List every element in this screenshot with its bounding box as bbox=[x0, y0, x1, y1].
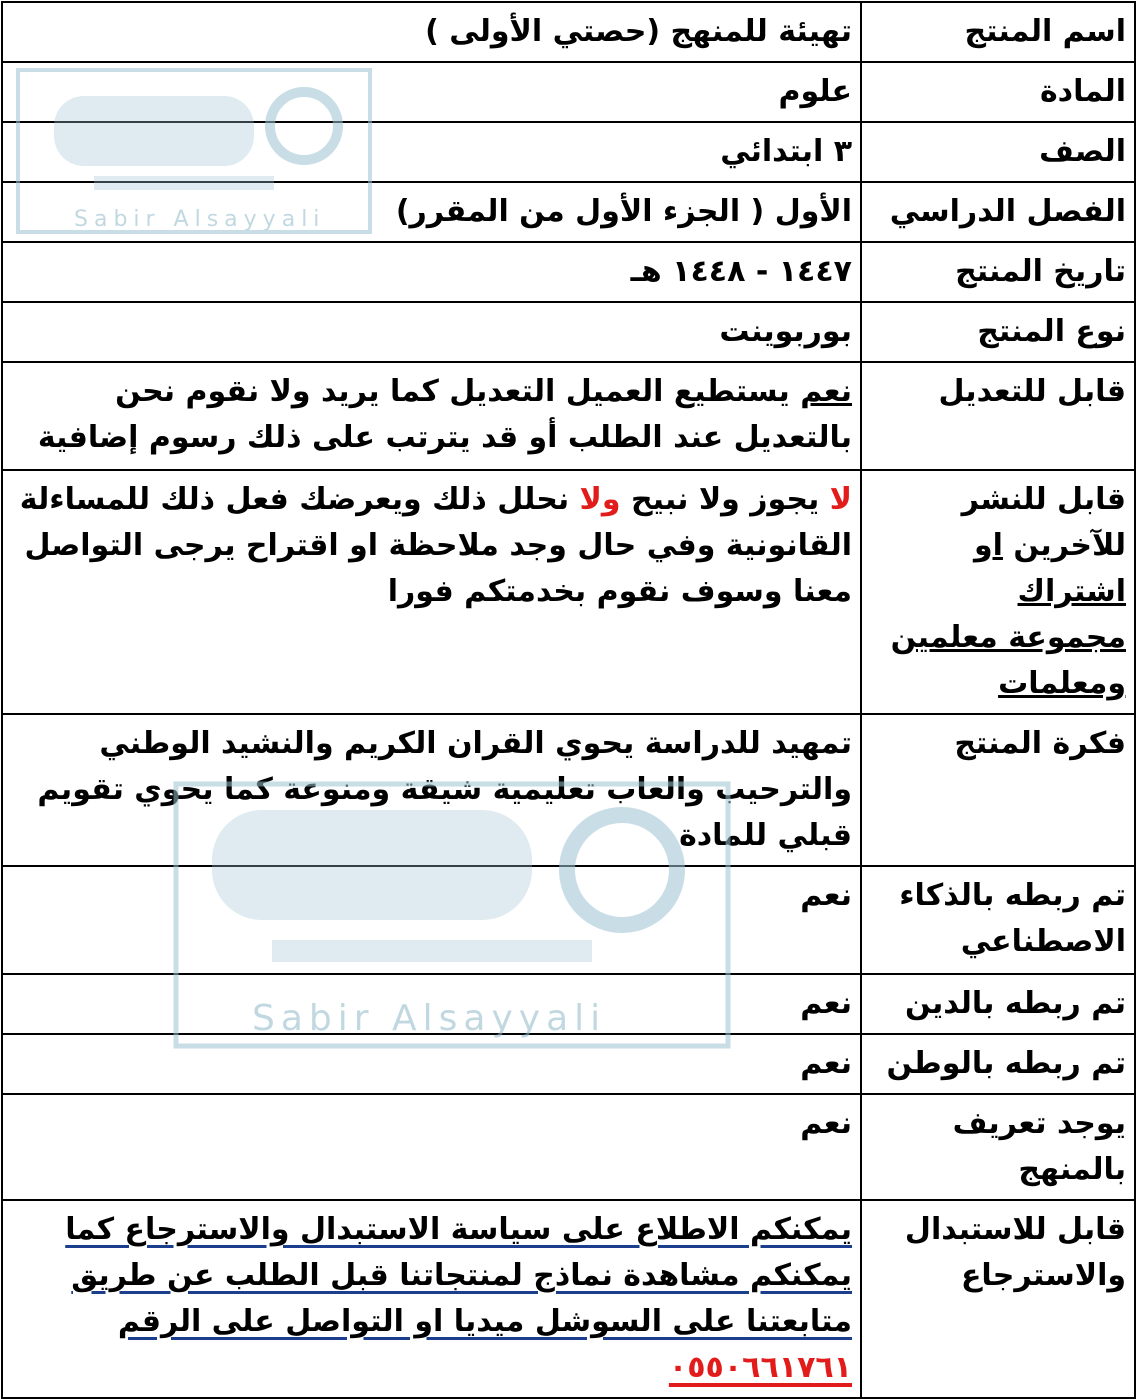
row-value: تهيئة للمنهج (حصتي الأولى ) bbox=[2, 2, 861, 62]
table-row bbox=[2, 1200, 1135, 1398]
label-line: مجموعة معلمين bbox=[890, 620, 1126, 655]
label-line: ومعلمات bbox=[998, 666, 1126, 701]
row-label: الصف bbox=[861, 122, 1135, 182]
table-row bbox=[2, 470, 1135, 714]
no-word: ولا bbox=[579, 482, 621, 517]
row-value: نعم bbox=[2, 1094, 861, 1200]
table-row bbox=[2, 866, 1135, 974]
row-label: فكرة المنتج bbox=[861, 714, 1135, 866]
table-row bbox=[2, 714, 1135, 866]
row-value: الأول ( الجزء الأول من المقرر) bbox=[2, 182, 861, 242]
row-value: بوربوينت bbox=[2, 302, 861, 362]
product-info-table bbox=[1, 1, 1136, 1399]
table-row bbox=[2, 1034, 1135, 1094]
phone-number[interactable]: ٠٥٥٠٦٦١٧٦١ bbox=[668, 1350, 852, 1385]
row-value bbox=[2, 470, 861, 714]
label-line: او اشتراك bbox=[974, 528, 1126, 609]
row-label: اسم المنتج bbox=[861, 2, 1135, 62]
row-label: قابل للتعديل bbox=[861, 362, 1135, 470]
row-label: تاريخ المنتج bbox=[861, 242, 1135, 302]
row-value: ١٤٤٧ - ١٤٤٨ هـ bbox=[2, 242, 861, 302]
label-line: قابل للنشر bbox=[961, 482, 1126, 517]
row-label: تم ربطه بالذكاء الاصطناعي bbox=[861, 866, 1135, 974]
row-label bbox=[861, 470, 1135, 714]
exchange-policy-text[interactable]: يمكنكم الاطلاع على سياسة الاستبدال والاسترجاع كما يمكنكم مشاهدة نماذج لمنتجاتنا قبل الطلب عن طريق متابعتنا على السوشل ميديا او التواصل على الرقم bbox=[65, 1212, 852, 1339]
table-row bbox=[2, 362, 1135, 470]
row-label: تم ربطه بالوطن bbox=[861, 1034, 1135, 1094]
table-row bbox=[2, 242, 1135, 302]
table-row bbox=[2, 182, 1135, 242]
row-label: المادة bbox=[861, 62, 1135, 122]
row-label: نوع المنتج bbox=[861, 302, 1135, 362]
row-value: ٣ ابتدائي bbox=[2, 122, 861, 182]
row-label: الفصل الدراسي bbox=[861, 182, 1135, 242]
row-label: يوجد تعريف بالمنهج bbox=[861, 1094, 1135, 1200]
svg-text:Sabir Alsayyali: Sabir Alsayyali bbox=[74, 207, 326, 232]
row-value: نعم bbox=[2, 866, 861, 974]
svg-text:Sabir Alsayyali: Sabir Alsayyali bbox=[252, 998, 607, 1039]
table-row bbox=[2, 974, 1135, 1034]
publish-note: القانونية وفي حال وجد ملاحظة او اقتراح يرجى التواصل معنا وسوف نقوم بخدمتكم فورا bbox=[24, 528, 852, 609]
table-row bbox=[2, 62, 1135, 122]
row-label: تم ربطه بالدين bbox=[861, 974, 1135, 1034]
row-value bbox=[2, 362, 861, 470]
yes-word: نعم bbox=[800, 374, 852, 409]
row-value: نعم bbox=[2, 1034, 861, 1094]
row-value: علوم bbox=[2, 62, 861, 122]
row-value bbox=[2, 1200, 861, 1398]
publish-note: نحلل ذلك ويعرضك فعل ذلك للمساءلة bbox=[19, 482, 580, 517]
table-row bbox=[2, 2, 1135, 62]
publish-note: يجوز ولا نبيح bbox=[620, 482, 830, 517]
table-row bbox=[2, 1094, 1135, 1200]
table-row bbox=[2, 122, 1135, 182]
label-line: للآخرين bbox=[1002, 528, 1126, 563]
editable-note: يستطيع العميل التعديل كما يريد ولا نقوم نحن بالتعديل عند الطلب أو قد يترتب على ذلك رسوم إضافية bbox=[37, 374, 852, 455]
no-word: لا bbox=[829, 482, 852, 517]
row-label: قابل للاستبدال والاسترجاع bbox=[861, 1200, 1135, 1398]
row-value: تمهيد للدراسة يحوي القران الكريم والنشيد الوطني والترحيب والعاب تعليمية شيقة ومنوعة كما يحوي تقويم قبلي للمادة bbox=[2, 714, 861, 866]
table-row bbox=[2, 302, 1135, 362]
row-value: نعم bbox=[2, 974, 861, 1034]
